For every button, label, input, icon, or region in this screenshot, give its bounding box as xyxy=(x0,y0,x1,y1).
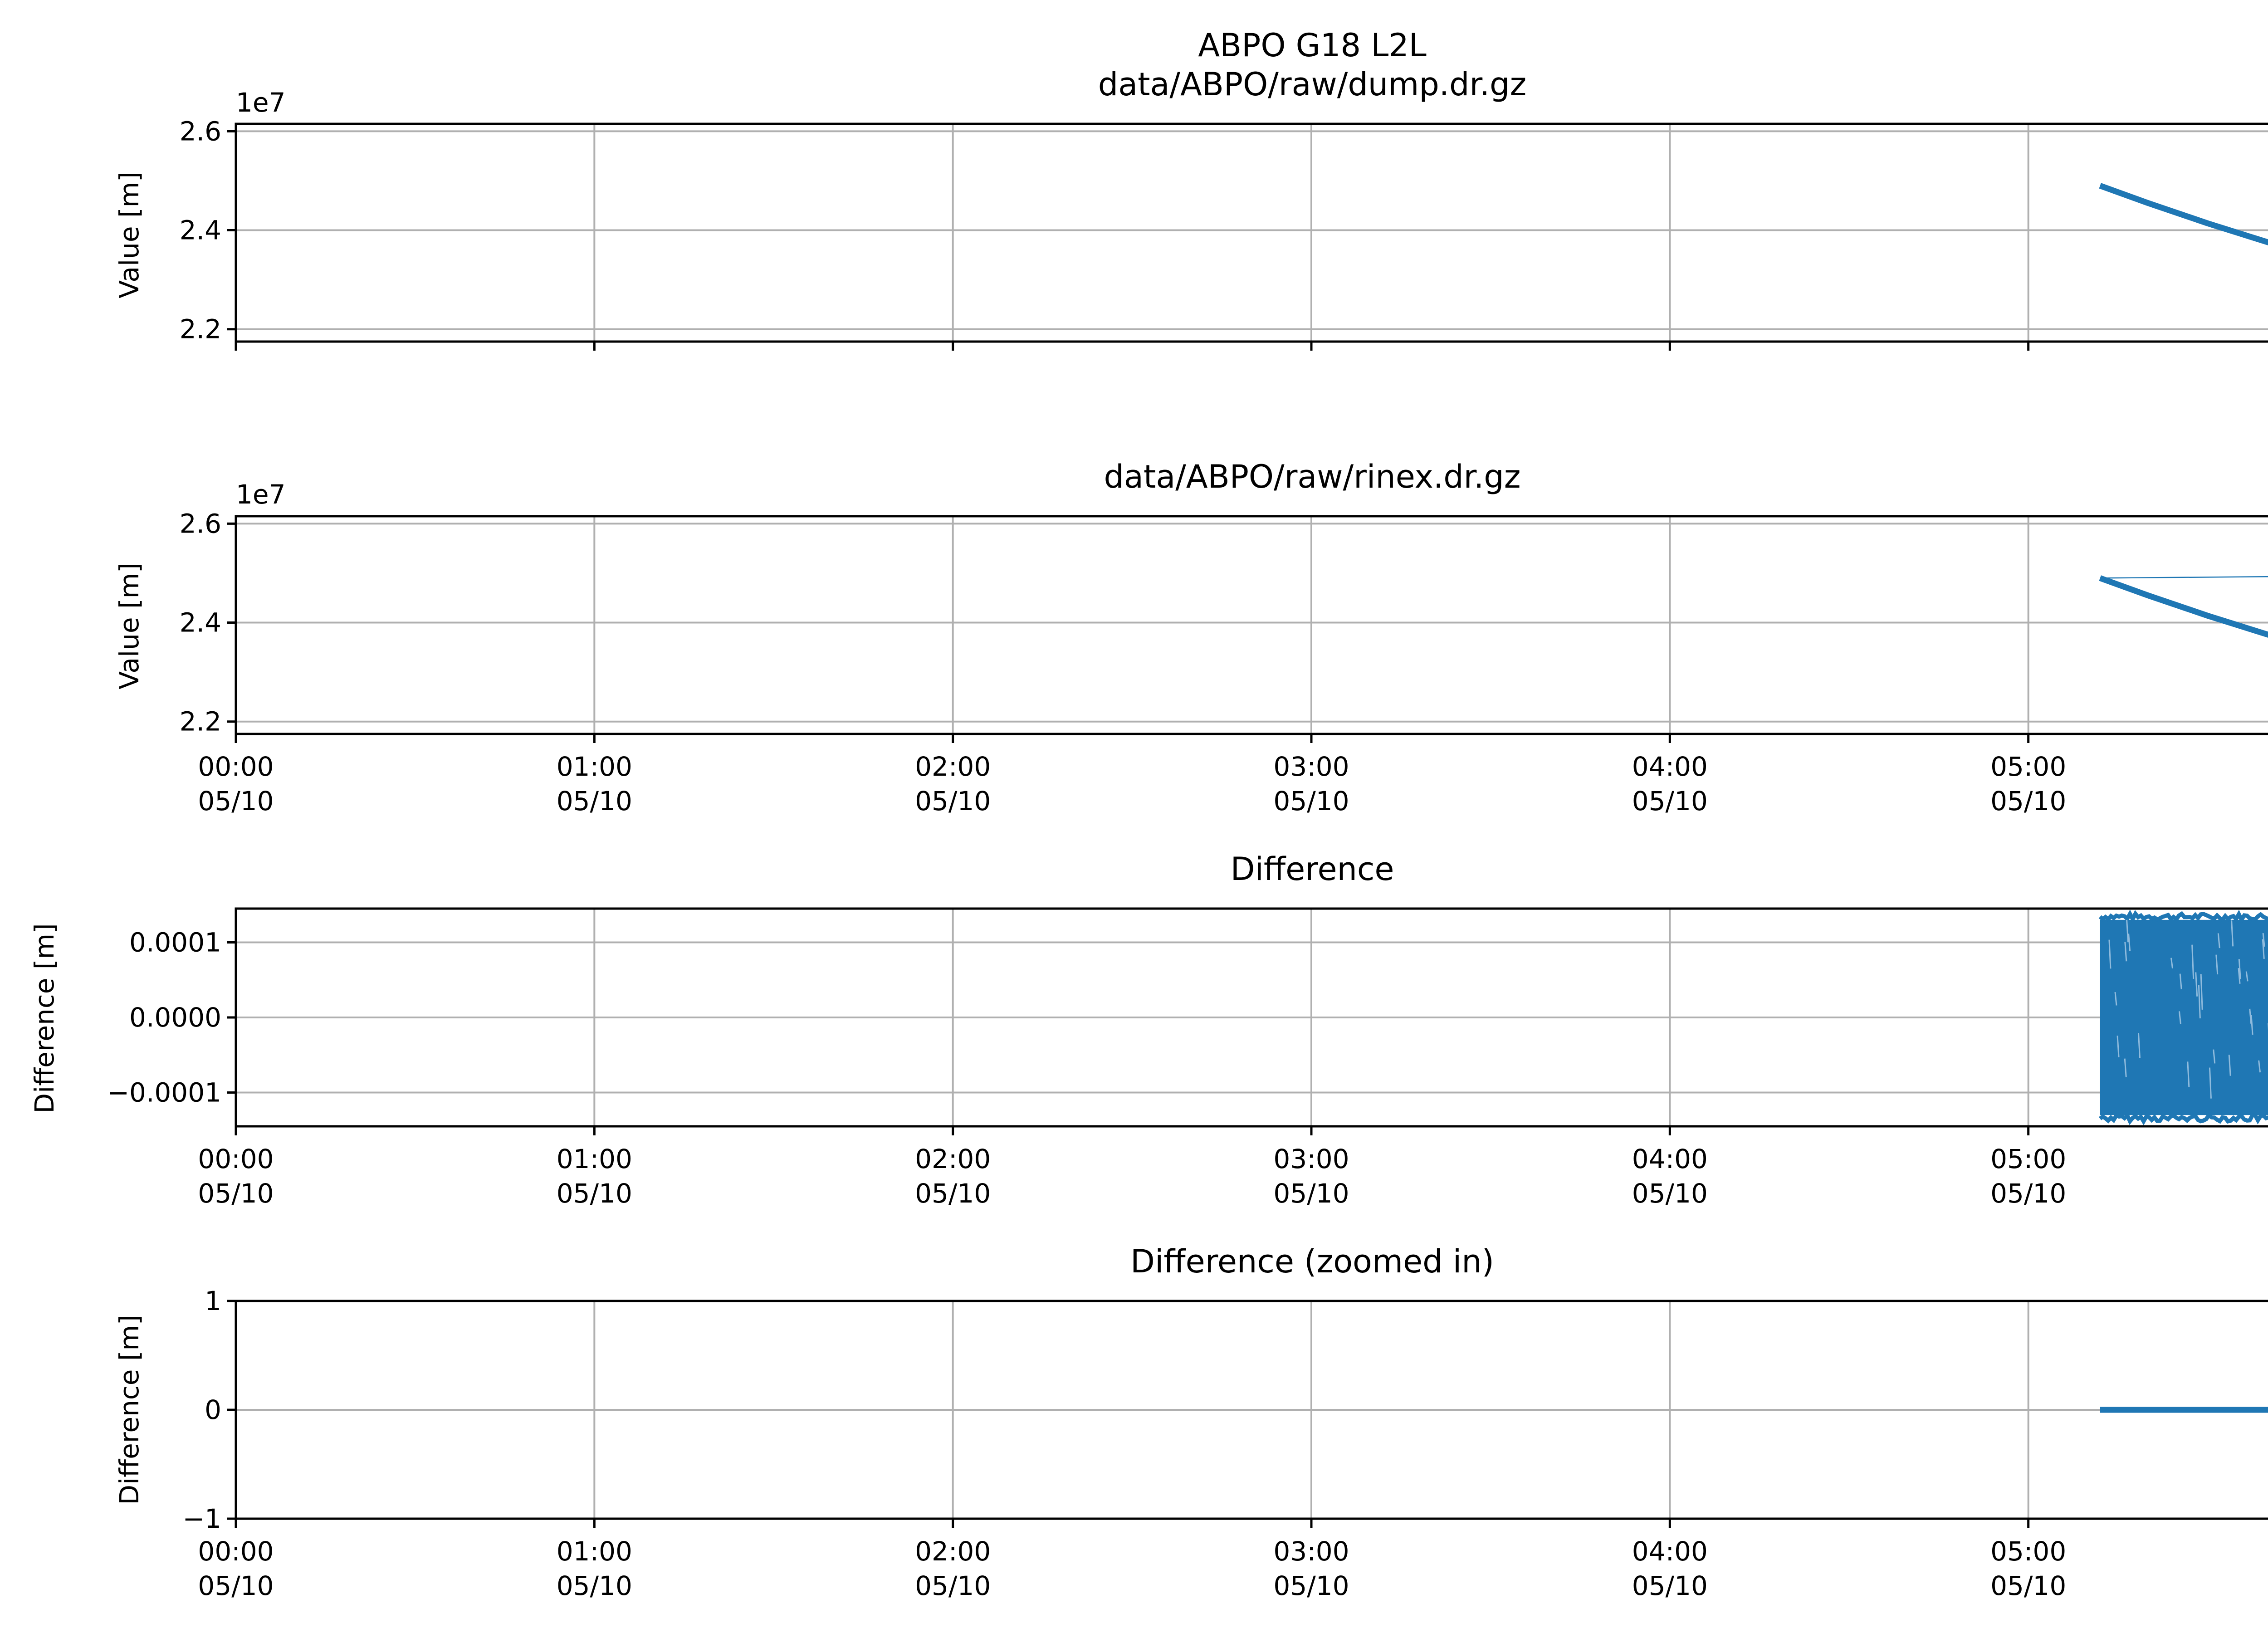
x-tick-label-date: 05/10 xyxy=(1632,786,1708,816)
y-axis xyxy=(183,1286,236,1534)
x-tick-label-time: 04:00 xyxy=(1632,1536,1708,1567)
x-axis xyxy=(236,342,2268,351)
grid-lines xyxy=(236,516,2268,734)
y-axis-label: Value [m] xyxy=(114,171,145,298)
x-tick-label-date: 05/10 xyxy=(1273,1570,1349,1601)
x-tick-label-date: 05/10 xyxy=(556,1570,632,1601)
x-tick-label-date: 05/10 xyxy=(915,1570,991,1601)
x-tick-label-date: 05/10 xyxy=(1990,1570,2067,1601)
y-tick-label: 2.4 xyxy=(179,215,221,246)
x-tick-label-date: 05/10 xyxy=(915,1178,991,1209)
x-tick-label-time: 02:00 xyxy=(915,751,991,782)
y-tick-label: 2.6 xyxy=(179,508,221,539)
panel-title: Difference (zoomed in) xyxy=(1130,1243,1494,1280)
y-tick-label: 2.6 xyxy=(179,116,221,147)
y-axis xyxy=(180,508,236,737)
panel-difference xyxy=(29,851,2268,1209)
plot-frame xyxy=(236,516,2268,734)
grid-lines xyxy=(236,909,2268,1126)
x-tick-label-time: 05:00 xyxy=(1990,751,2067,782)
x-tick-label-time: 05:00 xyxy=(1990,1144,2067,1174)
y-tick-label: 0 xyxy=(205,1394,221,1425)
x-tick-label-time: 01:00 xyxy=(556,1144,632,1174)
x-axis xyxy=(198,734,2268,816)
y-tick-label: −1 xyxy=(182,1503,221,1534)
x-tick-label-time: 03:00 xyxy=(1273,1536,1349,1567)
grid-lines xyxy=(236,1301,2268,1519)
panel-title: data/ABPO/raw/dump.dr.gz xyxy=(1098,66,1527,103)
x-tick-label-time: 04:00 xyxy=(1632,751,1708,782)
x-tick-label-time: 02:00 xyxy=(915,1536,991,1567)
y-tick-label: 2.2 xyxy=(179,313,221,345)
x-tick-label-time: 00:00 xyxy=(198,1144,274,1174)
x-tick-label-date: 05/10 xyxy=(556,786,632,816)
y-tick-label: −0.0001 xyxy=(107,1077,221,1108)
x-tick-label-date: 05/10 xyxy=(198,1570,274,1601)
x-tick-label-time: 04:00 xyxy=(1632,1144,1708,1174)
panel-dump-values xyxy=(114,66,2268,351)
y-tick-label: 2.2 xyxy=(179,706,221,737)
difference-points-lower-edge xyxy=(2100,1115,2268,1121)
x-tick-label-time: 01:00 xyxy=(556,1536,632,1567)
x-axis xyxy=(198,1126,2268,1209)
panel-title: data/ABPO/raw/rinex.dr.gz xyxy=(1104,458,1521,495)
x-tick-label-time: 05:00 xyxy=(1990,1536,2067,1567)
x-tick-label-date: 05/10 xyxy=(915,786,991,816)
plot-frame xyxy=(236,124,2268,342)
x-tick-label-time: 00:00 xyxy=(198,1536,274,1567)
figure-title: ABPO G18 L2L xyxy=(1198,27,1427,64)
series-line-thin xyxy=(2100,576,2268,578)
panel-rinex-values xyxy=(114,458,2268,816)
grid-lines xyxy=(236,124,2268,342)
x-tick-label-date: 05/10 xyxy=(1273,1178,1349,1209)
series-group xyxy=(2100,914,2268,1121)
series-line xyxy=(2100,186,2268,272)
y-tick-label: 0.0001 xyxy=(129,927,221,958)
x-tick-label-time: 01:00 xyxy=(556,751,632,782)
x-tick-label-date: 05/10 xyxy=(198,1178,274,1209)
x-tick-label-time: 03:00 xyxy=(1273,751,1349,782)
x-tick-label-time: 02:00 xyxy=(915,1144,991,1174)
y-tick-label: 2.4 xyxy=(179,607,221,638)
y-tick-label: 1 xyxy=(205,1286,221,1316)
difference-points-upper-edge xyxy=(2100,914,2268,920)
series-group xyxy=(2100,576,2268,665)
panel-title: Difference xyxy=(1230,851,1394,888)
panel-difference-zoomed xyxy=(114,1243,2268,1601)
x-tick-label-date: 05/10 xyxy=(1632,1570,1708,1601)
x-axis xyxy=(198,1519,2268,1601)
x-tick-label-date: 05/10 xyxy=(1632,1178,1708,1209)
series-group xyxy=(2100,186,2268,272)
y-axis-label: Difference [m] xyxy=(114,1315,145,1505)
x-tick-label-date: 05/10 xyxy=(1990,1178,2067,1209)
y-offset-label: 1e7 xyxy=(236,87,286,118)
x-tick-label-date: 05/10 xyxy=(1273,786,1349,816)
y-axis xyxy=(107,927,236,1108)
y-tick-label: 0.0000 xyxy=(129,1002,221,1033)
x-tick-label-date: 05/10 xyxy=(1990,786,2067,816)
y-offset-label: 1e7 xyxy=(236,479,286,510)
y-axis xyxy=(180,116,236,344)
y-axis-label: Value [m] xyxy=(114,562,145,689)
series-line xyxy=(2100,578,2268,665)
x-tick-label-time: 03:00 xyxy=(1273,1144,1349,1174)
x-tick-label-date: 05/10 xyxy=(198,786,274,816)
x-tick-label-time: 00:00 xyxy=(198,751,274,782)
x-tick-label-date: 05/10 xyxy=(556,1178,632,1209)
y-axis-label: Difference [m] xyxy=(29,923,60,1114)
